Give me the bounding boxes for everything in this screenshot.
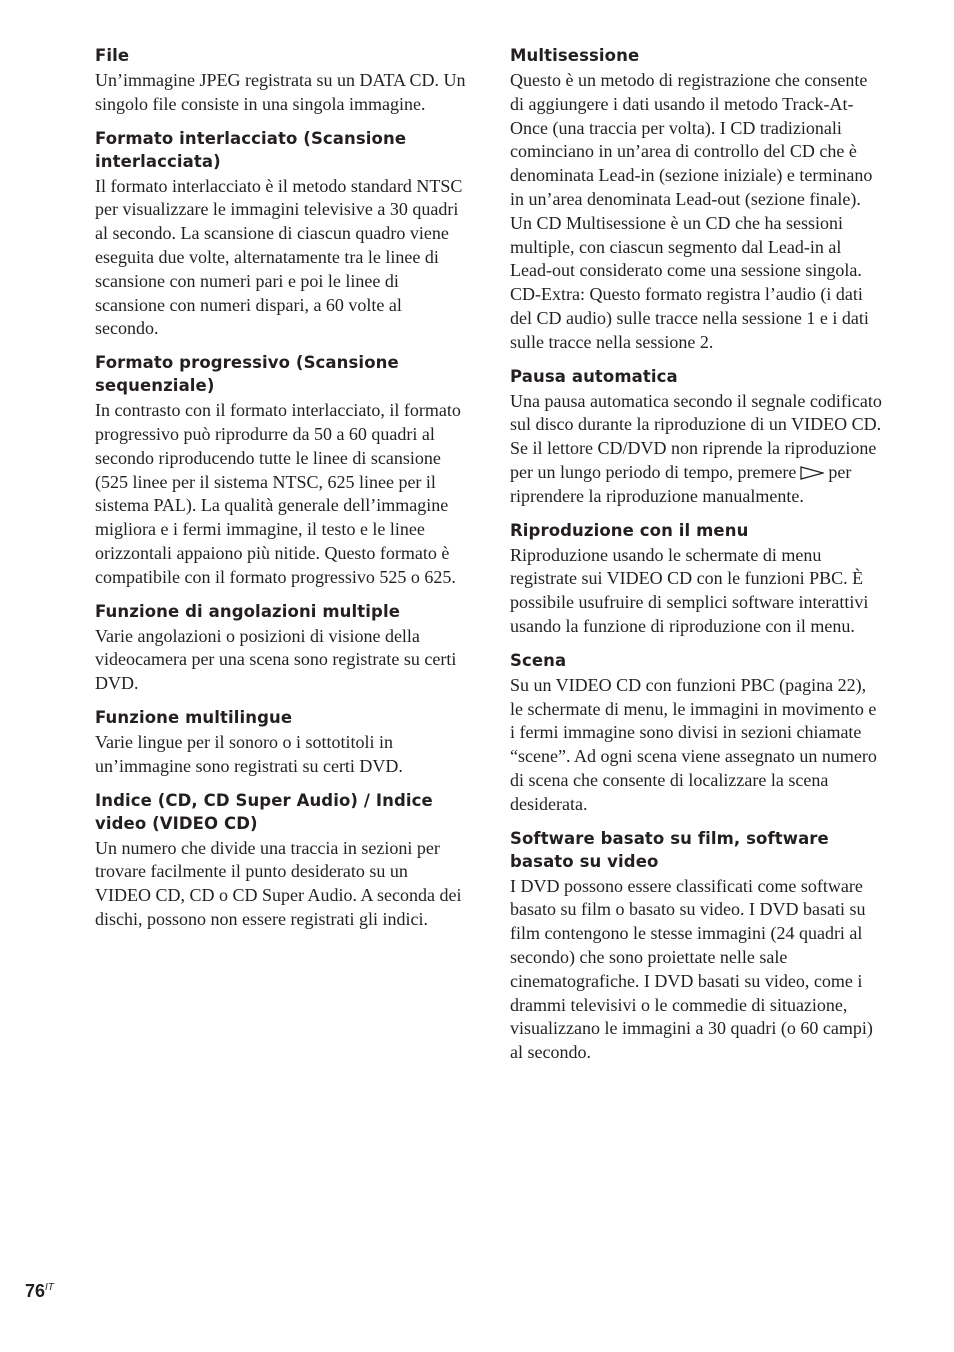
page-number-value: 76 (25, 1281, 46, 1301)
glossary-entry-progressive (95, 351, 467, 589)
term-definition: Un’immagine JPEG registrata su un DATA CD. Un singolo file consiste in una singola immagine. (95, 70, 466, 114)
term-definition: Riproduzione usando le schermate di menu registrate sui VIDEO CD con le funzioni PBC. È possibile usufruire di semplici software interattivi usando la funzione di riproduzione con il menu. (510, 544, 869, 636)
glossary-entry-file (95, 44, 467, 117)
language-code: IT (45, 1282, 54, 1293)
page-number (25, 1281, 54, 1302)
definition-text-after-icon: per riprendere la riproduzione manualmente. (510, 461, 852, 506)
term-heading: Multisessione (510, 46, 640, 65)
term-definition: Su un VIDEO CD con funzioni PBC (pagina 22), le schermate di menu, le immagini in movimento e i fermi immagine sono divisi in sezioni chiamate “scene”. Ad ogni scena viene assegnato un numero di scena che consente di localizzare la scena desiderata. (510, 674, 877, 814)
term-heading: Funzione multilingue (95, 707, 293, 727)
term-definition: Questo è un metodo di registrazione che consente di aggiungere i dati usando il metodo Track-At-Once (una traccia per volta). I CD tradizionali cominciano in un’area di controllo del CD che è denominata Lead-in (sezione iniziale) e terminano in un’area denominata Lead-out (sezione finale). Un CD Multisessione è un CD che ha sessioni multiple, con ciascun segmento dal Lead-in al Lead-out considerato come una sessione singola. (510, 70, 873, 281)
definition-text-before-icon: Una pausa automatica secondo il segnale codificato sul disco durante la riproduzione di un VIDEO CD. Se il lettore CD/DVD non riprende la riproduzione per un lungo periodo di tempo, premere (510, 390, 882, 482)
glossary-entry-multi-angle (95, 600, 467, 696)
term-heading: Formato progressivo (Scansione sequenziale) (95, 353, 399, 396)
glossary-entry-scene (510, 649, 882, 817)
right-column (510, 44, 882, 1075)
glossary-entry-index (95, 789, 467, 932)
glossary-entry-auto-pause (510, 365, 882, 509)
term-heading: File (95, 46, 130, 65)
term-heading: Riproduzione con il menu (510, 520, 749, 540)
left-column (95, 44, 467, 942)
term-definition: Il formato interlacciato è il metodo standard NTSC per visualizzare le immagini televisive a 30 quadri al secondo. La scansione di ciascun quadro viene eseguita due volte, alternatamente tra le linee di scansione con numeri pari e poi le linee di scansione con numeri dispari, a 60 volte al secondo. (95, 175, 463, 339)
term-heading: Scena (510, 650, 567, 670)
term-definition: In contrasto con il formato interlacciato, il formato progressivo può riprodurre da 50 a 60 quadri al secondo riproducendo tutte le linee di scansione (525 linee per il sistema NTSC, 625 linee per il sistema PAL). La qualità generale dell’immagine migliora e i fermi immagine, il testo e le linee orizzontali appaiono più nitide. Questo formato è compatibile con il formato progressivo 525 o 625. (95, 400, 461, 587)
term-definition: Varie angolazioni o posizioni di visione della videocamera per una scena sono registrate su certi DVD. (95, 625, 457, 694)
term-definition: Un numero che divide una traccia in sezioni per trovare facilmente il punto desiderato su un VIDEO CD, CD o CD Super Audio. A seconda dei dischi, possono non essere registrati gli indici. (95, 837, 462, 929)
glossary-entry-menu-playback (510, 519, 882, 639)
term-heading: Funzione di angolazioni multiple (95, 601, 400, 621)
term-definition: Varie lingue per il sonoro o i sottotitoli in un’immagine sono registrati su certi DVD. (95, 731, 403, 776)
term-heading: Pausa automatica (510, 366, 678, 386)
term-heading: Software basato su film, software basato su video (510, 828, 829, 871)
glossary-entry-multisession (510, 44, 882, 355)
glossary-entry-film-video-software (510, 827, 882, 1065)
play-icon (800, 466, 824, 480)
glossary-entry-interlaced (95, 127, 467, 342)
term-definition: I DVD possono essere classificati come software basato su film o basato su video. I DVD basati su film contengono le stesse immagini (24 quadri al secondo) che sono proiettate nelle sale cinematografiche. I DVD basati su video, come i drammi televisivi o le commedie di situazione, visualizzano le immagini a 30 quadri (o 60 campi) al secondo. (510, 875, 873, 1063)
term-heading: Formato interlacciato (Scansione interlacciata) (95, 128, 407, 171)
term-definition (510, 390, 882, 509)
term-definition-extra: CD-Extra: Questo formato registra l’audio (i dati del CD audio) sulle tracce nella sessione 1 e i dati sulle tracce nella sessione 2. (510, 284, 869, 352)
term-heading: Indice (CD, CD Super Audio) / Indice video (VIDEO CD) (95, 790, 433, 833)
glossary-entry-multilingual (95, 706, 467, 779)
